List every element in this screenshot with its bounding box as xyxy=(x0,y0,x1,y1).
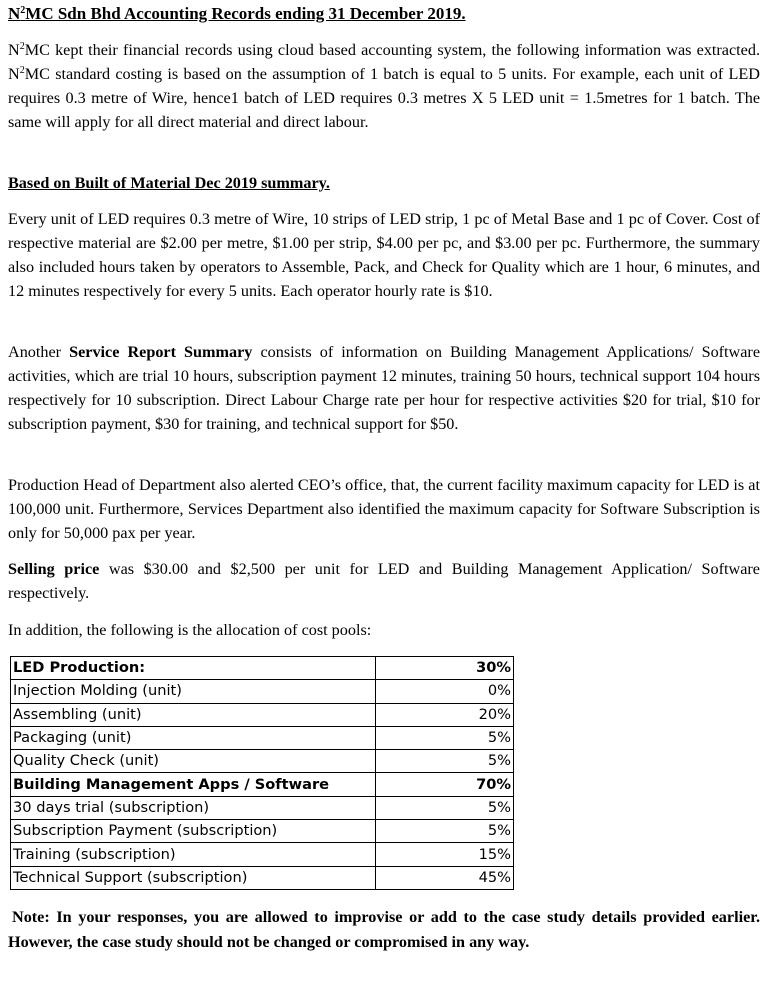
cost-pool-percentage: 30% xyxy=(376,657,514,680)
intro-superscript-1: 2 xyxy=(19,41,25,52)
cost-pool-percentage: 5% xyxy=(376,726,514,749)
cost-pool-percentage: 5% xyxy=(376,796,514,819)
cost-pool-row xyxy=(11,820,514,843)
cost-pool-label: Assembling (unit) xyxy=(11,703,376,726)
cost-pool-row xyxy=(11,703,514,726)
cost-pool-row xyxy=(11,866,514,889)
cost-pool-label: 30 days trial (subscription) xyxy=(11,796,376,819)
cost-pool-percentage: 0% xyxy=(376,680,514,703)
service-report-summary-emphasis: Service Report Summary xyxy=(69,343,253,361)
title-superscript: 2 xyxy=(20,5,26,16)
capacity-paragraph: Production Head of Department also alerted CEO’s office, that, the current facility maximum capacity for LED is at 100,000 unit. Furthermore, Services Department also identified the maximum capacity for Software Subscription is only for 50,000 pax per year. xyxy=(8,476,760,542)
cost-pool-percentage: 5% xyxy=(376,820,514,843)
cost-pool-percentage: 70% xyxy=(376,773,514,796)
intro-text-1: N xyxy=(8,41,20,59)
cost-pool-group-row xyxy=(11,657,514,680)
note-paragraph: Note: In your responses, you are allowed to improvise or add to the case study details provided earlier. However, the case study should not be changed or compromised in any way. xyxy=(8,908,760,951)
service-text-start: Another xyxy=(8,343,70,361)
document-title xyxy=(8,4,466,24)
title-text-end: MC Sdn Bhd Accounting Records ending 31 December 2019. xyxy=(25,4,466,23)
cost-pool-row xyxy=(11,750,514,773)
cost-pools-table xyxy=(10,656,514,890)
intro-paragraph xyxy=(8,38,760,134)
bom-heading: Based on Built of Material Dec 2019 summary. xyxy=(8,174,330,192)
cost-pool-percentage: 45% xyxy=(376,866,514,889)
cost-pool-row xyxy=(11,796,514,819)
cost-pool-row xyxy=(11,843,514,866)
cost-pool-label: Building Management Apps / Software xyxy=(11,773,376,796)
cost-pool-label: Packaging (unit) xyxy=(11,726,376,749)
intro-superscript-2: 2 xyxy=(19,65,25,76)
cost-pool-percentage: 20% xyxy=(376,703,514,726)
cost-pool-row xyxy=(11,726,514,749)
cost-pool-label: Technical Support (subscription) xyxy=(11,866,376,889)
intro-text-2: MC kept their financial records using cloud based accounting system, the following information was extracted. N xyxy=(8,41,760,83)
selling-price-emphasis: Selling price xyxy=(8,560,100,578)
intro-text-3: MC standard costing is based on the assumption of 1 batch is equal to 5 units. For example, each unit of LED requires 0.3 metre of Wire, hence1 batch of LED requires 0.3 metres X 5 LED unit = 1.5metres for 1 batch. The same will apply for all direct material and direct labour. xyxy=(8,65,760,131)
service-paragraph xyxy=(8,340,760,436)
title-text-start: N xyxy=(8,4,21,23)
cost-pool-label: Training (subscription) xyxy=(11,843,376,866)
allocation-intro: In addition, the following is the allocation of cost pools: xyxy=(8,621,372,639)
cost-pool-group-row xyxy=(11,773,514,796)
cost-pool-label: LED Production: xyxy=(11,657,376,680)
selling-price-text: was $30.00 and $2,500 per unit for LED and Building Management Application/ Software respectively. xyxy=(8,560,760,602)
selling-price-paragraph xyxy=(8,557,760,605)
service-text-end: consists of information on Building Management Applications/ Software activities, which are trial 10 hours, subscription payment 12 minutes, training 50 hours, technical support 104 hours respectively for 10 subscription. Direct Labour Charge rate per hour for respective activities $20 for trial, $10 for subscription payment, $30 for training, and technical support for $50. xyxy=(8,343,761,433)
cost-pool-percentage: 15% xyxy=(376,843,514,866)
cost-pool-label: Quality Check (unit) xyxy=(11,750,376,773)
cost-pool-row xyxy=(11,680,514,703)
cost-pool-label: Subscription Payment (subscription) xyxy=(11,820,376,843)
cost-pool-percentage: 5% xyxy=(376,750,514,773)
bom-paragraph: Every unit of LED requires 0.3 metre of Wire, 10 strips of LED strip, 1 pc of Metal Base and 1 pc of Cover. Cost of respective material are $2.00 per metre, $1.00 per strip, $4.00 per pc, and $3.00 per pc. Furthermore, the summary also included hours taken by operators to Assemble, Pack, and Check for Quality which are 1 hour, 6 minutes, and 12 minutes respectively for every 5 units. Each operator hourly rate is $10. xyxy=(8,210,760,300)
cost-pool-label: Injection Molding (unit) xyxy=(11,680,376,703)
